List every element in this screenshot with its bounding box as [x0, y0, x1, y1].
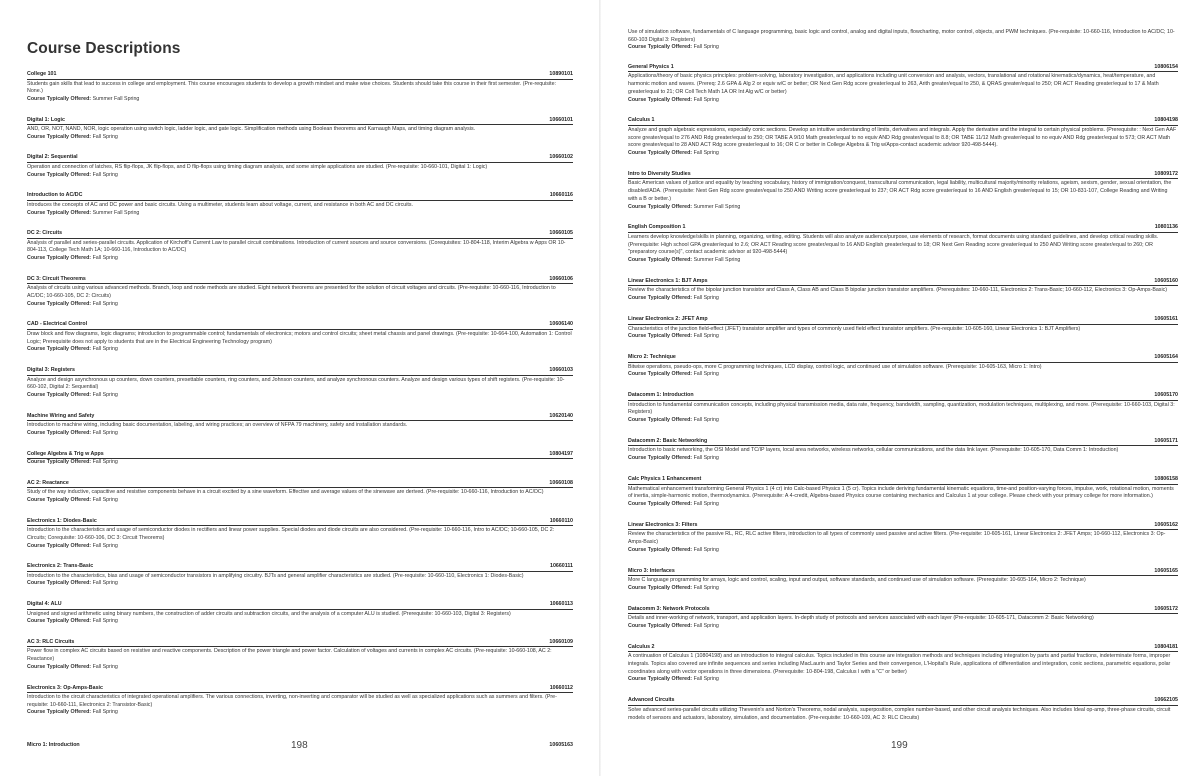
offered-terms: Summer Fall Spring [693, 203, 741, 210]
course-code: 10605170 [1154, 392, 1178, 399]
course-offered [628, 333, 1178, 341]
course-offered [628, 676, 1178, 684]
course-heading [27, 192, 573, 201]
course-entry [628, 224, 1178, 264]
course-name: Micro 2: Technique [628, 354, 676, 361]
offered-label: Course Typically Offered: [628, 622, 693, 629]
course-code: 10662105 [1154, 697, 1178, 704]
offered-terms: Fall Spring [92, 618, 118, 625]
offered-terms: Fall Spring [92, 300, 118, 307]
course-heading [27, 71, 573, 80]
offered-terms: Fall Spring [693, 295, 719, 302]
offered-terms: Summer Fall Spring [693, 257, 741, 264]
course-offered [628, 295, 1178, 303]
course-name: Electronics 2: Trans-Basic [27, 563, 94, 570]
offered-label: Course Typically Offered: [628, 96, 693, 103]
course-code: 10801136 [1154, 224, 1178, 231]
course-offered [628, 455, 1178, 463]
course-entry [27, 639, 573, 671]
offered-label: Course Typically Offered: [27, 391, 92, 398]
course-entry [27, 451, 573, 467]
course-offered [628, 204, 1178, 212]
course-name: Introduction to AC/DC [27, 192, 83, 199]
course-offered [27, 210, 573, 218]
course-name: AC 3: RLC Circuits [27, 638, 75, 645]
course-entry [27, 563, 573, 588]
course-code: 10605165 [1154, 567, 1178, 574]
course-code: 10890101 [549, 71, 573, 77]
offered-label: Course Typically Offered: [27, 133, 92, 140]
course-code: 10660111 [550, 563, 573, 570]
course-description: Analyze and graph algebraic expressions, especially conic sections. Develop an intuitive understanding of limits, derivatives and integrals. Apply the derivative and the integral to certain physical problems. (Prerequisite: : Next Gen AAF score greater/equal to 276 AND Rdg greater/equal to 250; OR TABE A 9/10 Math greater/equal to no equiv AND Rdg greater/equal to 8.8; OR TABE 11/12 Math greater/equal to no equiv AND Rdg greater/equal to 573; OR ACT Math score greater/equal to 28 AND ACT Rdg score greater/equal to 16; OR C or better in College Algebra & Trig w/Apps-contact academic advisor 920-498-5444). [628, 126, 1177, 149]
course-description: Applications/theory of basic physics principles: problem-solving, laboratory investigation, and applications including unit conversion and analysis, vectors, translational and rotational kinematics/dynamics, heat/temperature, and harmonic motion and waves. (Prereq: 2.6 GPA & Alg 2 or equiv w/C or better; OR Next Gen Rdg score greater/equal to 263, Arith greater/equal to 250, & QRAS greater/equal to 250; OR ACT Reading greater/equal to 17 & Math greater/equal to 21; OR Coll Tech Math 1A OR Int Alg w/C or better) [628, 73, 1159, 95]
course-offered [27, 459, 573, 467]
course-entry [27, 192, 573, 217]
course-name: College Algebra & Trig w Apps [27, 450, 104, 457]
course-description: A continuation of Calculus 1 (10804198) and an introduction to integral calculus. Topics included in this course are integration methods and techniques including integration by parts and partial fractions, indeterminate forms, improper integrals. Topics also covered are infinite sequences and series including MacLaurin and Taylor Series and their convergence, L'Hopital's Rule, applications of differentiation and integration, conic sections, parametric equations, polar coordinates along with vector operations in three dimensions. (Prerequisite: 10-804-198, Calculus I with a "C" or better) [628, 653, 1171, 675]
course-offered [628, 501, 1178, 509]
course-description: Details and inner-working of network, transport, and application layers. In-depth study of protocols and services associated with each layer (Pre-requisite: 10-605-171, Datacomm 2: Basic Networking) [628, 615, 1094, 622]
course-offered [628, 371, 1178, 379]
course-code: 10605172 [1154, 605, 1178, 612]
course-name: Linear Electronics 3: Filters [628, 521, 698, 528]
course-offered [628, 585, 1178, 593]
course-code: 10605160 [1154, 277, 1178, 284]
course-description: Solve advanced series-parallel circuits utilizing Thevenin's and Norton's Theorems, nodal analysis, superposition, complex number-based, and other circuit analysis techniques. Also includes Ideal op-amp, three-phase circuits, circuit models of sensors and actuators, laboratory, simulation, and documentation. (Pre-requisite: 10-660-109, AC 3: RLC Circuits) [628, 706, 1171, 721]
course-offered [27, 96, 573, 104]
course-code: 10804181 [1154, 643, 1178, 650]
offered-label: Course Typically Offered: [27, 209, 92, 216]
course-description: Introduction to fundamental communication concepts, including physical transmission media, data rate, frequency, bandwidth, sampling, quantization, modulation techniques, multiplexing, and more. (Prerequisite: 10-660-103, Digital 3: Registers) [628, 401, 1175, 416]
offered-label: Course Typically Offered: [27, 171, 92, 178]
course-offered [27, 618, 573, 626]
course-heading [628, 606, 1178, 615]
course-heading [27, 321, 573, 330]
course-entry [628, 606, 1178, 631]
course-code: 10804197 [549, 450, 573, 457]
course-code: 10620140 [549, 412, 573, 419]
offered-terms: Fall Spring [693, 546, 719, 553]
course-description: Introduces the concepts of AC and DC power and basic circuits. Using a multimeter, students learn about voltage, current, and resistance in both AC and DC circuits. [27, 201, 413, 208]
course-name: Advanced Circuits [628, 697, 675, 704]
course-description: Learners develop knowledge/skills in planning, organizing, writing, editing. Students will also analyze audience/purpose, use elements of research, format documents using standard guidelines, and develop critical reading skills. (Prerequisite: High school GPA greater/equal to 2.6; OR ACT Reading score greater/equal to 16 AND English greater/equal to 18; OR Next Gen Reading score greater/equal to 250 AND Writing score greater/equal to 260; OR "preparatory course(s)", contact academic advisor at 920-498-5444) [628, 233, 1159, 256]
offered-terms: Fall Spring [693, 150, 719, 157]
course-name: DC 3: Circuit Theorems [27, 275, 86, 282]
course-offered [27, 430, 573, 438]
course-description: AND, OR, NOT, NAND, NOR, logic operation using switch logic, ladder logic, and gate logic. Simplification methods using Boolean theorems and Karnaugh Maps, and timing diagram analysis. [27, 126, 476, 133]
course-offered [628, 150, 1178, 158]
course-heading [27, 601, 573, 610]
course-name: Datacomm 3: Network Protocols [628, 605, 710, 612]
course-name: Electronics 3: Op-Amps-Basic [27, 684, 103, 691]
offered-label: Course Typically Offered: [628, 676, 693, 683]
offered-label: Course Typically Offered: [628, 455, 693, 462]
course-entry [628, 438, 1178, 463]
course-heading [628, 278, 1178, 287]
offered-label: Course Typically Offered: [628, 203, 693, 210]
course-code: 10605164 [1154, 354, 1178, 361]
offered-terms: Fall Spring [92, 429, 118, 436]
course-name: Calculus 2 [628, 643, 655, 650]
course-entry [628, 171, 1178, 211]
offered-terms: Fall Spring [92, 496, 118, 503]
offered-terms: Fall Spring [693, 622, 719, 629]
course-name: Electronics 1: Diodes-Basic [27, 517, 97, 524]
course-entry [628, 392, 1178, 424]
offered-terms: Fall Spring [693, 584, 719, 591]
course-offered [27, 255, 573, 263]
course-offered [27, 134, 573, 142]
course-name: Linear Electronics 2: JFET Amp [628, 316, 708, 322]
course-name: Linear Electronics 1: BJT Amps [628, 277, 708, 284]
course-heading [628, 171, 1178, 180]
offered-terms: Fall Spring [92, 542, 118, 549]
left-course-list [27, 71, 573, 717]
course-name: Micro 3: Interfaces [628, 567, 675, 574]
offered-terms: Fall Spring [92, 133, 118, 140]
course-code: 10660101 [549, 116, 573, 123]
offered-terms: Fall Spring [693, 676, 719, 683]
course-name: Digital 4: ALU [27, 601, 62, 608]
course-entry [27, 276, 573, 308]
offered-label: Course Typically Offered: [628, 500, 693, 507]
offered-label: Course Typically Offered: [628, 150, 693, 157]
course-entry [27, 685, 573, 717]
offered-label: Course Typically Offered: [27, 663, 92, 670]
course-description: Draw block and flow diagrams, logic diagrams; introduction to programmable control; fundamentals of electronics; motors and control circuits; sheet metal chassis and panel drawings. (Pre-requisite: 10-664-100, Automation 1: Control Logic; Prerequisite does not apply to students that are in the Electrical Engineering Technology program) [27, 330, 572, 345]
course-heading [27, 563, 573, 572]
offered-terms: Fall Spring [92, 663, 118, 670]
course-description: Introduction to the characteristics and usage of semiconductor diodes in rectifiers and linear power supplies. Special diodes and diode circuits are also considered. (Pre-requisite: 10-660-116, Intro to AC/DC; 10-660-105, DC 2: Circuits; Corequisite: 10-660-106, DC 3: Circuit Theorems) [27, 527, 555, 541]
course-heading [628, 697, 1178, 706]
course-name: Digital 1: Logic [27, 116, 65, 123]
course-offered [27, 172, 573, 180]
course-code: 10660116 [549, 192, 573, 199]
course-heading [628, 316, 1178, 325]
course-code: 10660103 [549, 367, 573, 374]
course-entry [628, 644, 1178, 684]
course-code: 10605171 [1154, 437, 1178, 444]
course-description: Review the characteristics of the bipolar junction transistor and Class A, Class AB and Class B bipolar junction transistor amplifiers. (Prerequisites: 10-660-111, Electronics 2: Trans-Basic; 10-660-112, Electronics 3: Op-Amps-Basic) [628, 287, 1168, 294]
course-code: 10806154 [1154, 63, 1178, 70]
course-entry [27, 117, 573, 142]
course-name: Digital 2: Sequential [27, 154, 78, 161]
course-offered [628, 97, 1178, 105]
course-code: 10660110 [549, 517, 573, 524]
course-heading [27, 451, 573, 460]
continued-description: Use of simulation software, fundamentals of C language programming, basic logic and control, analog and digital inputs, flowcharting, motor control, objects, and PWM techniques. (Pre-requisite: 10-660-116, Introduction to AC/DC; 10-660-103 Digital 3: Registers) [628, 29, 1175, 43]
course-name: General Physics 1 [628, 63, 674, 70]
offered-label: Course Typically Offered: [628, 295, 693, 302]
course-code: 10804198 [1154, 117, 1178, 124]
course-entry [27, 71, 573, 103]
course-heading [27, 117, 573, 126]
course-name: Digital 3: Registers [27, 367, 75, 374]
course-offered [628, 257, 1178, 265]
course-code: 10605161 [1154, 316, 1178, 322]
course-description: Study of the way inductive, capacitive and resistive components behave in a circuit excited by a sine waveform. Effective and average values of the sinewave are derived. (Pre-requisite: 10-660-116, Introduction to AC/DC) [27, 489, 544, 496]
course-heading [27, 230, 573, 239]
course-heading [27, 276, 573, 285]
offered-terms: Fall Spring [92, 346, 118, 353]
course-offered [27, 709, 573, 717]
continued-offered [628, 44, 1178, 52]
course-description: Operation and connection of latches, RS flip-flops, JK flip-flops, and D flip-flops using timing diagram analysis, and some simple applications are studied. (Pre-requisite: 10-660-101, Digital 1: Logic) [27, 163, 488, 170]
offered-label: Course Typically Offered: [27, 542, 92, 549]
course-description: More C language programming for arrays, logic and control, scaling, input and output, software standards, and continued use of simulation software. (Prerequisite: 10-605-164, Micro 2: Technique) [628, 577, 1086, 584]
course-entry [628, 354, 1178, 379]
course-offered [27, 664, 573, 672]
offered-label: Course Typically Offered: [27, 95, 92, 102]
course-description: Introduction to the characteristics, bias and usage of semiconductor transistors in amplifying circuitry. BJTs and general amplifier characteristics are studied. (Pre-requisite: 10-660-110, Electronics 1: Diodes-Basic) [27, 572, 524, 579]
offered-label: Course Typically Offered: [27, 300, 92, 307]
course-description: Analysis of parallel and series-parallel circuits. Application of Kirchoff's Current Law to parallel circuit combinations. Introduction of current sources and source conversions. (Corequisites: 10-804-118, Interim Algebra w Apps OR 10-804-113, College Tech Math 1A; 10-660-116, Introduction to AC/DC) [27, 239, 566, 254]
page-title: Course Descriptions [27, 40, 181, 57]
course-description: Students gain skills that lead to success in college and employment. This course encourages students to develop a growth mindset and make wise choices. Students should take this course in their first semester. (Pre-requisite: None.) [27, 80, 556, 95]
course-entry [628, 316, 1178, 341]
course-entry [27, 518, 573, 550]
course-name: Micro 1: Introduction [27, 742, 80, 748]
offered-label: Course Typically Offered: [628, 333, 693, 340]
course-heading [27, 518, 573, 527]
course-heading [628, 476, 1178, 485]
offered-label: Course Typically Offered: [27, 429, 92, 436]
course-description: Basic American values of justice and equality by teaching vocabulary, history of immigration/conquest, transcultural communication, legal liability, multicultural majority/minority relations, ageism, sexism, gender, sexual orientation, the disabled/ADA. (Prerequisite: Next Gen Rdg score greater/equal to 250 AND Writing score greater/equal to 237; OR ACT Rdg score greater/equal to 16 AND English greater/equal to 15; OR 10-831-107, College Reading and Writing with a B or better.) [628, 180, 1172, 202]
course-heading [628, 522, 1178, 531]
course-code: 10605162 [1154, 521, 1178, 528]
course-description: Review the characteristics of the passive RL, RC, RLC active filters, introduction to all types of commonly used passive and active filters. (Pre-requisite: 10-605-161, Linear Electronics 2: JFET Amps; 10-660-112, Electronics 3: Op-Amps-Basic) [628, 531, 1166, 546]
course-entry [27, 321, 573, 353]
course-entry [628, 64, 1178, 104]
offered-label: Course Typically Offered: [628, 546, 693, 553]
offered-terms: Fall Spring [92, 391, 118, 398]
offered-label: Course Typically Offered: [628, 371, 693, 378]
course-entry [628, 522, 1178, 554]
offered-terms: Fall Spring [92, 459, 118, 466]
offered-label: Course Typically Offered: [27, 580, 92, 587]
course-heading [628, 438, 1178, 447]
course-code: 10660105 [549, 230, 573, 237]
offered-terms: Summer Fall Spring [92, 209, 140, 216]
course-offered [628, 623, 1178, 631]
course-heading [628, 568, 1178, 577]
offered-terms: Fall Spring [693, 333, 719, 340]
course-heading [27, 367, 573, 376]
course-entry [628, 476, 1178, 508]
course-offered [628, 417, 1178, 425]
course-offered [27, 346, 573, 354]
course-heading [628, 117, 1178, 126]
course-entry [27, 367, 573, 399]
course-name: Datacomm 1: Introduction [628, 392, 694, 399]
page-number-right: 199 [891, 740, 908, 751]
course-offered [27, 301, 573, 309]
offered-terms: Fall Spring [693, 96, 719, 103]
course-heading [628, 224, 1178, 233]
course-entry [628, 697, 1178, 722]
offered-terms: Fall Spring [693, 455, 719, 462]
course-name: College 101 [27, 71, 57, 77]
course-offered [27, 392, 573, 400]
offered-label: Course Typically Offered: [27, 496, 92, 503]
course-code: 10660108 [549, 479, 573, 486]
course-name: CAD - Electrical Control [27, 321, 88, 328]
course-code: 10809172 [1154, 170, 1178, 177]
course-code: 10660112 [549, 684, 573, 691]
course-offered [628, 547, 1178, 555]
offered-label: Course Typically Offered: [27, 255, 92, 262]
course-name: Calc Physics 1 Enhancement [628, 476, 702, 483]
offered-terms: Summer Fall Spring [92, 95, 140, 102]
course-description: Introduction to basic networking, the OSI Model and TC/IP layers, local area networks, wireless networks, cellular communications, and the data link layer. (Prerequisite: 10-605-170, Data Comm 1: Introduction) [628, 447, 1119, 454]
offered-terms: Fall Spring [92, 171, 118, 178]
course-name: AC 2: Reactance [27, 479, 69, 486]
course-code: 10660109 [549, 638, 573, 645]
offered-terms: Fall Spring [92, 580, 118, 587]
course-offered [27, 543, 573, 551]
course-code: 10806158 [1154, 476, 1178, 483]
offered-label: Course Typically Offered: [628, 44, 693, 51]
offered-label: Course Typically Offered: [628, 417, 693, 424]
course-description: Mathematical enhancement transforming General Physics 1 (4 cr) into Calc-based Physics 1 (5 cr). Topics include deriving fundamental kinematic equations, time-and position-varying forces, impulse, work, rotational motion, moments of inertia, simple-harmonic motion, thermodynamics. (Prerequisite: A 4-credit, Algebra-based Physics course containing mechanics and Calculus 1 at your college. Please check with your primary college for more information.) [628, 485, 1174, 500]
course-name: English Composition 1 [628, 224, 686, 231]
offered-terms: Fall Spring [693, 500, 719, 507]
course-name: Machine Wiring and Safety [27, 412, 95, 419]
course-entry [27, 413, 573, 438]
offered-label: Course Typically Offered: [27, 459, 92, 466]
course-heading [27, 413, 573, 422]
offered-label: Course Typically Offered: [27, 346, 92, 353]
course-offered [27, 497, 573, 505]
offered-label: Course Typically Offered: [27, 709, 92, 716]
offered-terms: Fall Spring [693, 417, 719, 424]
course-entry [27, 154, 573, 179]
course-entry [628, 568, 1178, 593]
offered-terms: Fall Spring [693, 371, 719, 378]
offered-label: Course Typically Offered: [628, 584, 693, 591]
offered-terms: Fall Spring [693, 44, 719, 51]
course-heading [628, 64, 1178, 73]
course-description: Introduction to the circuit characteristics of integrated operational amplifiers. The various connections, inverting, non-inverting and comparator will be studied as well as specialized applications such as summers and filters. (Pre-requisite: 10-660-111, Electronics 2: Transistor-Basic) [27, 694, 557, 708]
course-entry [27, 601, 573, 626]
course-code: 10660106 [549, 275, 573, 282]
course-entry [27, 480, 573, 505]
course-entry [628, 278, 1178, 303]
course-heading [27, 154, 573, 163]
course-code: 10606140 [549, 321, 573, 328]
right-page [600, 0, 1200, 776]
page-number-left: 198 [291, 740, 308, 751]
course-heading [628, 644, 1178, 653]
course-code: 10660102 [549, 154, 573, 161]
course-name: Intro to Diversity Studies [628, 170, 691, 177]
course-description: Power flow in complex AC circuits based on resistive and reactive components. Description of the power triangle and power factor. Calculation of voltages and currents in complex AC circuits. (Pre-requisite: 10-660-108, AC 2: Reactance) [27, 648, 552, 663]
right-course-list [628, 64, 1178, 722]
course-description: Analysis of circuits using various advanced methods. Branch, loop and node methods are studied. Eight network theorems are presented for the solution of circuit voltages and circuits. (Pre-requisite: 10-660-116, Introduction to AC/DC; 10-660-105, DC 2: Circuits) [27, 285, 556, 300]
course-entry [628, 117, 1178, 157]
course-entry [27, 230, 573, 262]
course-name: DC 2: Circuits [27, 230, 63, 237]
course-heading [27, 639, 573, 648]
course-description: Characteristics of the junction field-effect (JFET) transistor amplifier and types of commonly used field effect transistor amplifiers. (Pre-requisite: 10-605-160, Linear Electronics 1: BJT Amplifiers) [628, 325, 1081, 332]
course-description: Bitwise operations, pseudo-ops, more C programming techniques, LCD display, control logic, and continued use of simulation software. (Prerequisite: 10-605-163, Micro 1: Intro) [628, 363, 1042, 370]
course-name: Calculus 1 [628, 117, 655, 124]
offered-terms: Fall Spring [92, 255, 118, 262]
course-heading [628, 392, 1178, 401]
course-offered [27, 580, 573, 588]
course-heading [27, 685, 573, 694]
course-name: Datacomm 2: Basic Networking [628, 437, 708, 444]
course-code: 10605163 [549, 742, 573, 748]
course-code: 10660113 [549, 601, 573, 608]
offered-label: Course Typically Offered: [628, 257, 693, 264]
course-description: Unsigned and signed arithmetic using binary numbers, the construction of adder circuits and subtraction circuits, and the analysis of a computer ALU is studied. (Prerequisite: 10-660-103, Digital 3: Registers) [27, 610, 511, 617]
offered-label: Course Typically Offered: [27, 618, 92, 625]
course-description: Analyze and design asynchronous up counters, down counters, presettable counters, ring counters, and Johnson counters, and analyze synchronous counters. Analyze and design various types of shift registers. (Pre-requisite: 10-660-102, Digital 2: Sequential) [27, 376, 565, 391]
offered-terms: Fall Spring [92, 709, 118, 716]
course-heading [628, 354, 1178, 363]
course-description: Introduction to machine wiring, including basic documentation, labeling, and wiring practices; an overview of NFPA 79 machinery, safety and installation standards. [27, 422, 408, 429]
course-heading [27, 480, 573, 489]
